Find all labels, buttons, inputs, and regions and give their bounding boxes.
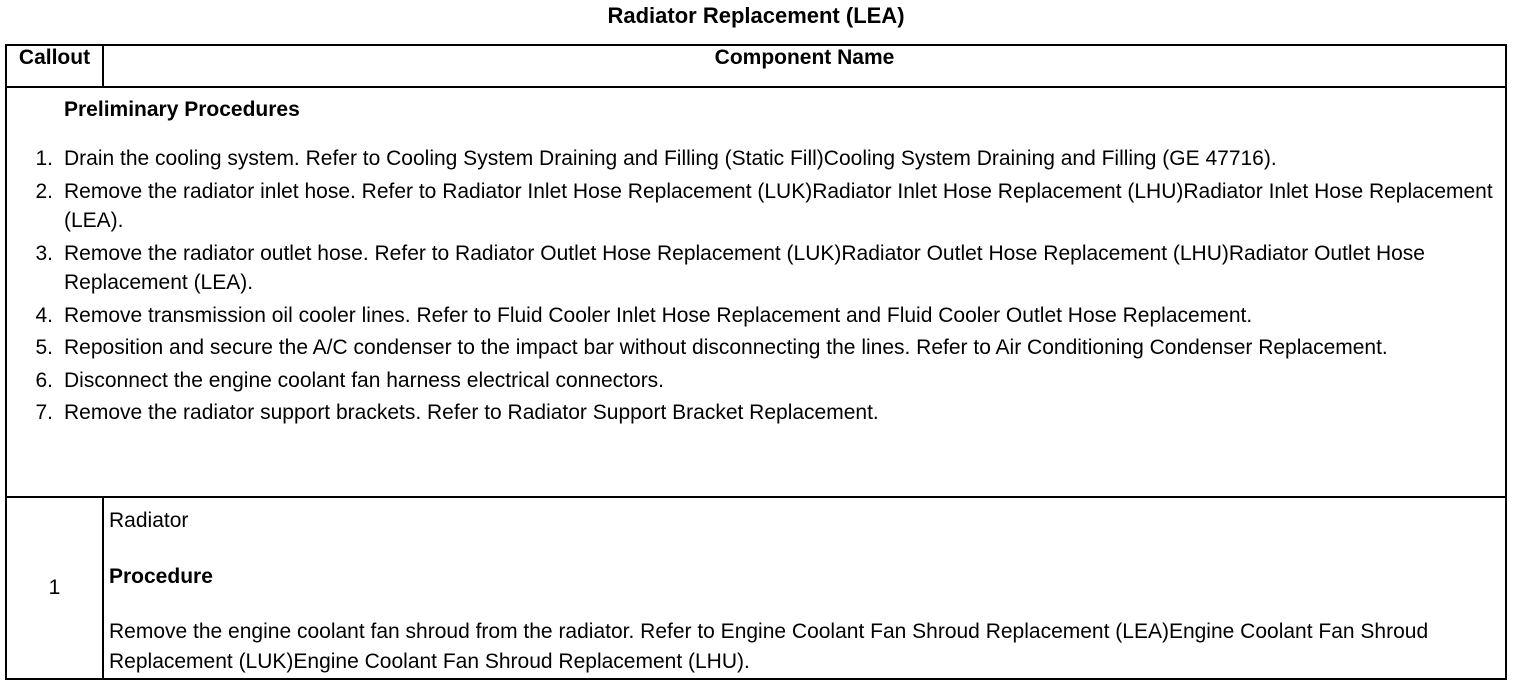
- step-number: 5.: [35, 336, 53, 359]
- step-item: [7, 366, 1505, 396]
- preliminary-steps: [7, 144, 1505, 428]
- step-item: [7, 333, 1505, 363]
- step-text: Drain the cooling system. Refer to Cooling System Draining and Filling (Static Fill)Cooling System Draining and Filling (GE 47716).: [64, 147, 1277, 170]
- component-column-header: Component Name: [103, 45, 1506, 87]
- callout-number: 1: [6, 497, 103, 679]
- table-header-row: [6, 45, 1506, 87]
- table-row: [6, 497, 1506, 679]
- step-item: [7, 301, 1505, 331]
- preliminary-title: Preliminary Procedures: [64, 98, 300, 121]
- preliminary-row: [6, 87, 1506, 497]
- step-item: [7, 239, 1505, 298]
- step-text: Remove the radiator support brackets. Refer to Radiator Support Bracket Replacement.: [64, 401, 879, 424]
- step-item: [7, 398, 1505, 428]
- callout-column-header: Callout: [6, 45, 103, 87]
- step-number: 6.: [35, 368, 53, 392]
- component-detail-cell: [103, 497, 1506, 679]
- step-item: [7, 144, 1505, 174]
- step-number: 3.: [35, 241, 53, 265]
- step-text: Disconnect the engine coolant fan harness electrical connectors.: [64, 368, 665, 392]
- procedure-table: [5, 44, 1507, 680]
- step-number: 7.: [35, 401, 53, 424]
- page-title: Radiator Replacement (LEA): [607, 3, 905, 28]
- preliminary-cell: [6, 87, 1506, 497]
- step-number: 4.: [35, 303, 53, 327]
- step-text: Remove transmission oil cooler lines. Refer to Fluid Cooler Inlet Hose Replacement and Fluid Cooler Outlet Hose Replacement.: [64, 303, 1253, 327]
- procedure-text: Remove the engine coolant fan shroud from the radiator. Refer to Engine Coolant Fan Shroud Replacement (LEA)Engine Coolant Fan Shroud Replacement (LUK)Engine Coolant Fan Shroud Replacement (LHU).: [109, 620, 1429, 673]
- step-number: 2.: [35, 179, 53, 203]
- step-text: Remove the radiator inlet hose. Refer to Radiator Inlet Hose Replacement (LUK)Radiator Inlet Hose Replacement (LHU)Radiator Inlet Hose Replacement (LEA).: [64, 179, 1493, 232]
- step-text: Remove the radiator outlet hose. Refer to Radiator Outlet Hose Replacement (LUK)Radiator Outlet Hose Replacement (LHU)Radiator Outlet Hose Replacement (LEA).: [64, 241, 1425, 294]
- step-number: 1.: [35, 147, 53, 170]
- step-text: Reposition and secure the A/C condenser to the impact bar without disconnecting the lines. Refer to Air Conditioning Condenser Replacement.: [64, 336, 1388, 359]
- step-item: [7, 177, 1505, 236]
- procedure-heading: Procedure: [109, 564, 213, 588]
- component-name: Radiator: [109, 509, 189, 532]
